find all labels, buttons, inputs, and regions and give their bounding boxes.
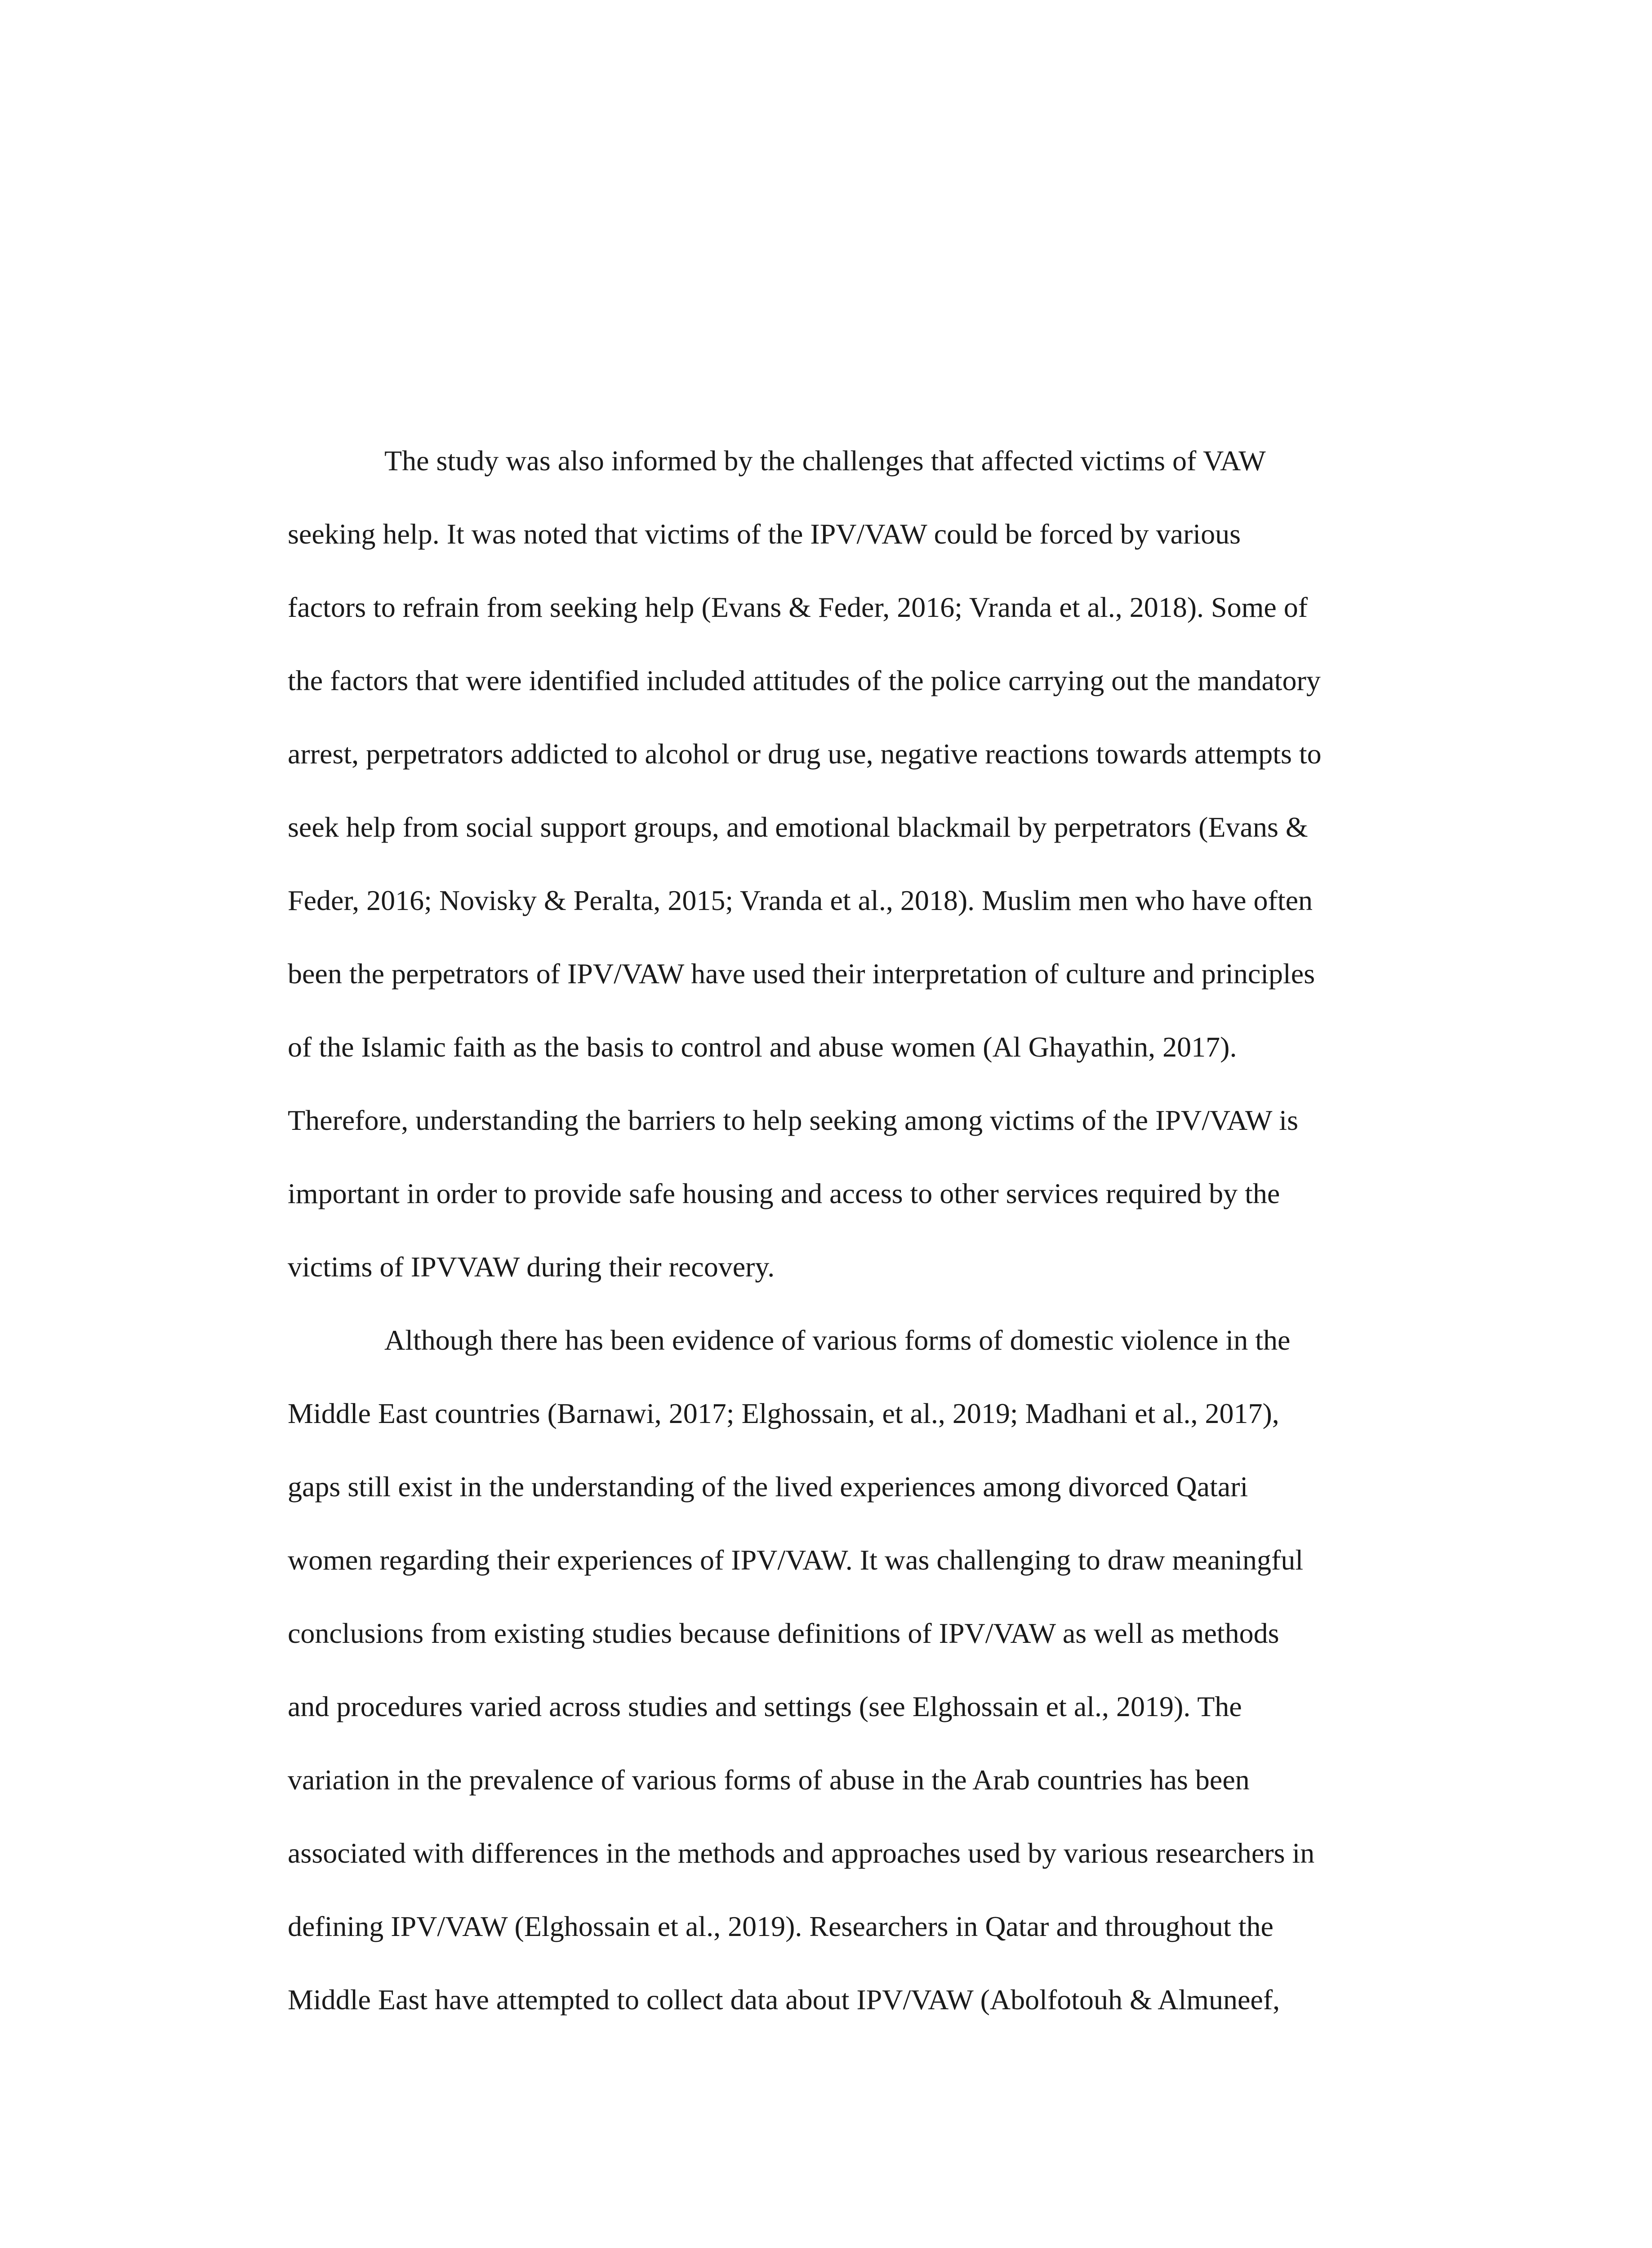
paragraph-2-line-1: Although there has been evidence of various forms of domestic violence in the	[384, 1324, 1291, 1356]
paragraph-1-line-9: of the Islamic faith as the basis to control and abuse women (Al Ghayathin, 2017).	[288, 1031, 1237, 1063]
paragraph-2-line-7: variation in the prevalence of various forms of abuse in the Arab countries has been	[288, 1764, 1250, 1796]
paragraph-1-line-10: Therefore, understanding the barriers to help seeking among victims of the IPV/VAW is	[288, 1104, 1298, 1136]
paragraph-2-line-5: conclusions from existing studies because definitions of IPV/VAW as well as methods	[288, 1617, 1279, 1649]
paragraph-2-line-3: gaps still exist in the understanding of the lived experiences among divorced Qatari	[288, 1471, 1248, 1503]
paragraph-1-line-8: been the perpetrators of IPV/VAW have used their interpretation of culture and principles	[288, 958, 1315, 990]
paragraph-1-line-5: arrest, perpetrators addicted to alcohol or drug use, negative reactions towards attempts to	[288, 738, 1322, 770]
paragraph-1-line-2: seeking help. It was noted that victims of the IPV/VAW could be forced by various	[288, 518, 1241, 550]
paragraph-2-line-2: Middle East countries (Barnawi, 2017; Elghossain, et al., 2019; Madhani et al., 2017),	[288, 1397, 1279, 1429]
paragraph-2-line-4: women regarding their experiences of IPV/VAW. It was challenging to draw meaningful	[288, 1544, 1304, 1576]
paragraph-2-line-6: and procedures varied across studies and settings (see Elghossain et al., 2019). The	[288, 1690, 1242, 1722]
paragraph-1-line-11: important in order to provide safe housing and access to other services required by the	[288, 1178, 1280, 1209]
paragraph-1-line-6: seek help from social support groups, and emotional blackmail by perpetrators (Evans &	[288, 811, 1308, 843]
paragraph-1-line-4: the factors that were identified included attitudes of the police carrying out the mandatory	[288, 665, 1321, 696]
paragraph-2-line-8: associated with differences in the methods and approaches used by various researchers in	[288, 1837, 1315, 1869]
paragraph-1-line-12: victims of IPVVAW during their recovery.	[288, 1251, 775, 1283]
paragraph-1-line-3: factors to refrain from seeking help (Evans & Feder, 2016; Vranda et al., 2018). Some of	[288, 591, 1308, 623]
paragraph-2-line-9: defining IPV/VAW (Elghossain et al., 2019). Researchers in Qatar and throughout the	[288, 1910, 1274, 1942]
paragraph-2-line-10: Middle East have attempted to collect data about IPV/VAW (Abolfotouh & Almuneef,	[288, 1984, 1280, 2016]
paragraph-1-line-1: The study was also informed by the challenges that affected victims of VAW	[384, 445, 1266, 477]
paragraph-1-line-7: Feder, 2016; Novisky & Peralta, 2015; Vranda et al., 2018). Muslim men who have often	[288, 884, 1313, 916]
